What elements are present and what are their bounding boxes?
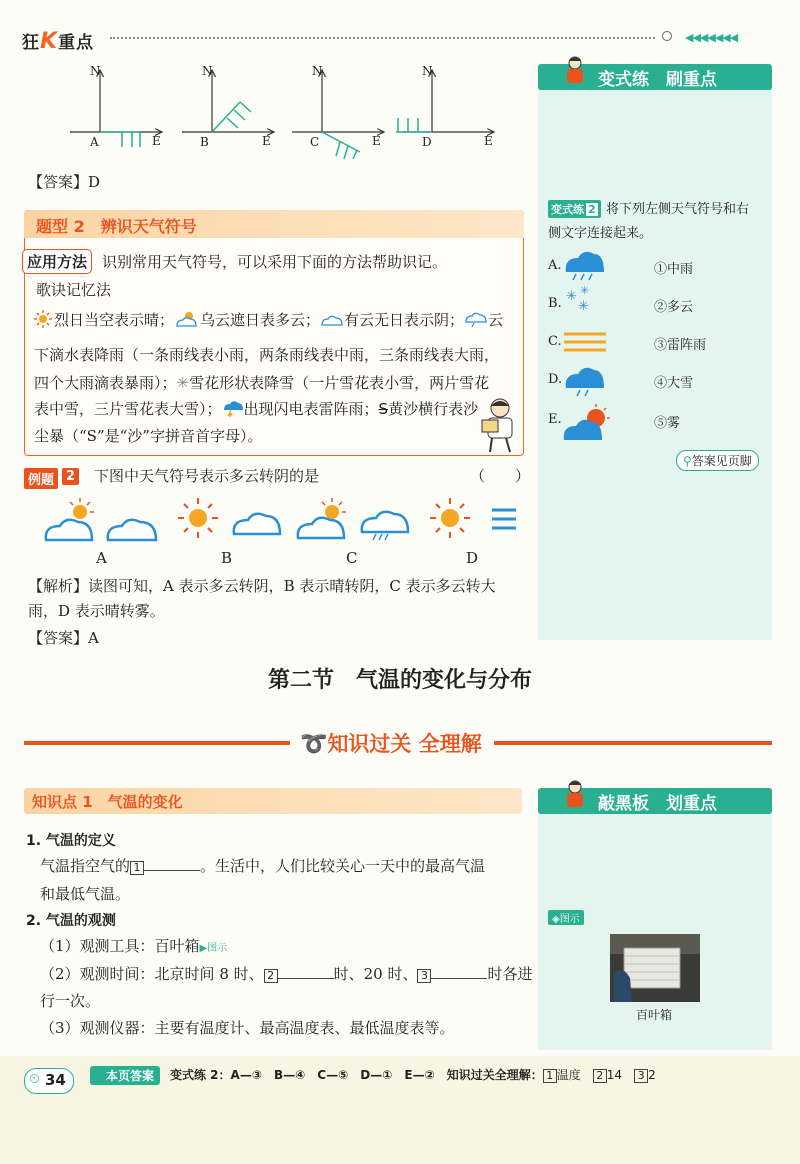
moderate-rain-symbol [566,368,604,396]
option-b-label: B [221,549,233,567]
variant-left-b: B. [548,296,562,311]
kp1-l2b: 时、20 时、 [333,965,418,983]
variant-tag-label: 变式练 [551,203,584,216]
heavy-rain-symbol [566,252,604,280]
answer-1: 【答案】D [28,173,101,191]
wind-symbol-a [100,132,140,147]
analysis-line-1: 【解析】读图可知，A 表示多云转阴，B 表示晴转阴，C 表示多云转大 [28,577,496,595]
example-question: 下图中天气符号表示多云转阴的是 [94,467,320,485]
option-a-label: A [96,549,107,567]
answer-1-number: 1 [543,1069,557,1083]
knowledge-divider-right [494,741,772,745]
compass-d-north: N [422,64,433,78]
kp1-list-3: （3）观测仪器：主要有温度计、最高温度表、最低温度表等。 [40,1019,455,1037]
answer-in-footer-label: 答案见页脚 [691,454,752,468]
kp1-l2d: 行一次。 [40,992,101,1010]
rhyme-3a: 四个大雨滴表暴雨）； [34,374,177,392]
variant-prompt-2: 侧文字连接起来。 [548,226,653,241]
illustration-link[interactable]: ▶图示 [199,943,228,954]
logo-prefix: 狂 [22,33,40,53]
clock-icon: ⏲ [29,1071,40,1087]
example-paren: （ ） [470,467,531,485]
cloudy-icon [174,310,200,328]
page-answers [170,1066,656,1083]
compass-a-east: E [152,134,161,148]
illustration-tag-label: 图示 [559,914,580,925]
sandstorm-icon: S [378,400,389,418]
louver-box-caption: 百叶箱 [636,1008,673,1022]
answer-3-number: 3 [634,1069,648,1083]
method-text: 识别常用天气符号，可以采用下面的方法帮助识记。 [102,253,448,271]
key-points-title: 敲黑板 划重点 [598,794,717,814]
variant-right-5: ⑤雾 [654,416,681,431]
compass-diagram-a [70,70,162,147]
variant-symbols [562,246,612,446]
rhyme-4b: 出现闪电表雷阵雨； [243,400,379,418]
variant-right-1: ①中雨 [654,262,694,277]
knowledge-divider-left [24,741,290,745]
lock-icon: ◈ [552,914,560,925]
kp1-title: 知识点 1 气温的变化 [32,793,183,811]
rhyme-line-4 [34,395,478,423]
option-a-symbols [46,498,156,540]
compass-c-north: N [312,64,323,78]
student-icon [564,56,586,88]
compass-b-center: B [200,135,209,149]
kp1-list-1 [40,932,227,963]
variant-tag-num: 2 [588,203,596,216]
thunderstorm-icon [222,399,244,417]
rhyme-line-1 [32,306,503,334]
blank-1-number: 1 [130,861,144,875]
wind-symbol-d [396,118,432,132]
blank-3-number: 3 [417,969,431,983]
rhyme-1d: 云 [488,311,504,329]
partly-cloudy-symbol [564,404,610,440]
blank-1[interactable] [144,870,200,871]
header-divider [110,37,655,39]
teacher-icon [564,780,586,812]
answer-in-footer-tag [676,450,759,471]
key-icon: ⚲ [683,454,692,468]
compass-a-center: A [90,135,99,149]
compass-c-center: C [310,135,320,149]
key-points-banner [538,788,772,814]
rhyme-4c: 黄沙横行表沙 [388,400,479,418]
logo-k: K [40,29,59,54]
kp1-para-1 [40,852,485,880]
swirl-icon: ➰ [300,732,328,757]
overcast-icon [320,310,344,328]
weather-options-figure [40,494,530,546]
rhyme-line-2: 下滴水表降雨（一条雨线表小雨，两条雨线表中雨，三条雨线表大雨， [34,346,500,364]
blank-2[interactable] [278,978,334,979]
variant-practice-title: 变式练 刷重点 [598,70,717,90]
variant-left-a: A. [548,258,562,273]
kp1-l2a: （2）观测时间：北京时间 8 时、 [40,965,264,983]
kp1-p1c: 和最低气温。 [40,885,131,903]
rhyme-1b: 乌云遮日表多云； [200,311,321,329]
page-number-badge [24,1068,74,1094]
header-triangles-icon: ◀◀◀◀◀◀◀ [685,31,738,44]
rhyme-4a: 表中雪，三片雪花表大雪）； [34,400,222,418]
option-d-symbols [430,498,516,538]
wind-symbol-b [212,102,251,132]
option-c-label: C [346,549,358,567]
louver-box-photo [610,934,700,1002]
rhyme-line-3 [34,369,489,397]
rhyme-1a: 烈日当空表示晴； [54,311,175,329]
compass-b-north: N [202,64,213,78]
variant-left-d: D. [548,372,563,387]
reading-character-illustration [478,396,522,454]
compass-diagram-b [182,70,274,132]
type2-title: 题型 2 辨识天气符号 [36,217,197,236]
rain-icon [464,310,488,328]
blank-3[interactable] [431,978,487,979]
variant-right-4: ④大雪 [654,376,694,391]
kp1-p1a: 气温指空气的 [40,857,131,875]
page-answers-text: 变式练 2：A—③ B—④ C—⑤ D—① E—② 知识过关全理解： [170,1068,543,1082]
compass-diagram-c [292,70,384,159]
kp1-l1: （1）观测工具：百叶箱 [40,937,200,955]
option-d-label: D [466,549,479,567]
wind-symbol-c [322,132,360,159]
kp1-l2c: 时各进 [487,965,533,983]
method-tag: 应用方法 [22,249,92,274]
header-logo [22,28,94,54]
answer-2-number: 2 [593,1069,607,1083]
option-b-symbols [178,498,280,538]
option-c-symbols [298,498,408,540]
section-title: 第二节 气温的变化与分布 [267,668,532,693]
variant-right-2: ②多云 [654,300,694,315]
example-tag: 例题 [24,468,58,489]
svg-text:✳: ✳ [578,299,589,314]
page-number: 34 [45,1071,66,1089]
compass-c-east: E [372,134,381,148]
variant-left-e: E. [548,412,562,427]
rhyme-line-5: 尘暴（“S”是“沙”字拼音首字母）。 [34,427,263,445]
variant-left-c: C. [548,334,562,349]
compass-d-center: D [422,135,432,149]
compass-b-east: E [262,134,271,148]
kp1-list-2 [40,960,533,988]
sunny-icon [32,310,54,328]
illustration-tag [548,910,584,925]
logo-suffix: 重点 [58,33,95,53]
compass-diagrams [60,60,530,160]
compass-a-north: N [90,64,101,78]
variant-right-3: ③雷阵雨 [654,338,707,353]
kp1-heading-2: 2. 气温的观测 [26,913,116,929]
answer-1-value: 温度 [556,1068,581,1082]
rhyme-title: 歌诀记忆法 [36,281,112,299]
answer-2: 【答案】A [28,629,99,647]
header-circle-icon [662,31,672,41]
analysis-line-2: 雨，D 表示晴转雾。 [28,602,165,620]
blank-2-number: 2 [264,969,278,983]
rhyme-3b: 雪花形状表降雪（一片雪花表小雪，两片雪花 [189,374,490,392]
kp1-heading-1: 1. 气温的定义 [26,833,116,849]
svg-text:✳: ✳ [580,284,590,297]
knowledge-banner-text: 知识过关 全理解 [327,732,482,756]
rhyme-1c: 有云无日表示阴； [344,311,465,329]
snow-icon: ✳ [176,374,190,392]
kp1-p1b: 。生活中，人们比较关心一天中的最高气温 [200,857,486,875]
compass-diagram-d [396,70,494,132]
variant-tag [548,200,601,218]
knowledge-banner-title [300,728,482,758]
compass-d-east: E [484,134,493,148]
variant-prompt-1: 将下列左侧天气符号和右 [606,202,750,217]
svg-text:✳: ✳ [566,289,577,304]
answer-2-value: 14 [606,1068,623,1082]
page-answers-tag [90,1066,160,1085]
answer-3-value: 2 [648,1068,656,1082]
snow-symbol [566,284,589,314]
page-answers-label: 本页答案 [106,1069,155,1083]
fog-symbol [564,334,606,350]
example-number: 2 [62,468,79,485]
variant-practice-banner [538,64,772,90]
